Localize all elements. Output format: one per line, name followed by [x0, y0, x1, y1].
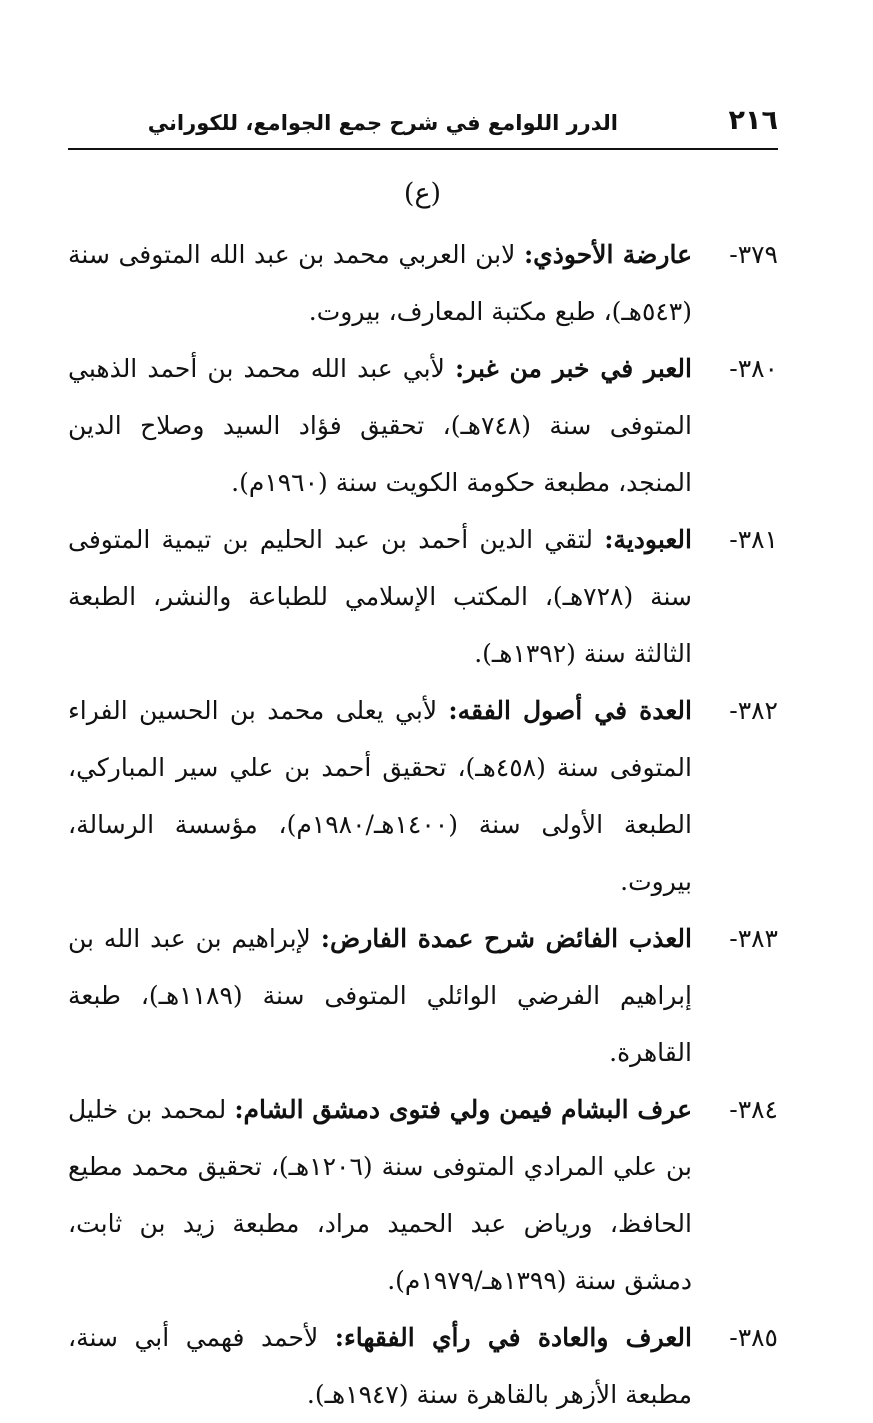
entry-title: العدة في أصول الفقه:: [448, 696, 692, 725]
entry-title: عرف البشام فيمن ولي فتوى دمشق الشام:: [234, 1095, 693, 1124]
bibliography-entry: [68, 910, 778, 1081]
entry-text: لإبراهيم بن عبد الله بن إبراهيم الفرضي الوائلي المتوفى سنة (١١٨٩هـ)، طبعة القاهرة.: [68, 924, 693, 1067]
bibliography-entry: [68, 1081, 778, 1309]
bibliography-entry: [68, 340, 778, 511]
entry-number: ٣٨٢-: [729, 696, 778, 725]
entry-number: ٣٨٤-: [729, 1095, 778, 1124]
section-heading: (ع): [403, 178, 442, 209]
header-divider: [68, 148, 778, 150]
entry-text: لأحمد فهمي أبي سنة، مطبعة الأزهر بالقاهرة سنة (١٩٤٧هـ).: [68, 1323, 692, 1409]
entry-text: لتقي الدين أحمد بن عبد الحليم بن تيمية المتوفى سنة (٧٢٨هـ)، المكتب الإسلامي للطباعة والنشر، الطبعة الثالثة سنة (١٣٩٢هـ).: [68, 525, 692, 668]
entry-number: ٣٨٥-: [729, 1323, 778, 1352]
entry-number: ٣٨٣-: [729, 924, 778, 953]
entry-title: عارضة الأحوذي:: [523, 240, 692, 269]
bibliography-entry: [68, 511, 778, 682]
entry-text: لابن العربي محمد بن عبد الله المتوفى سنة (٥٤٣هـ)، طبع مكتبة المعارف، بيروت.: [68, 240, 692, 326]
entry-title: العبودية:: [604, 525, 692, 554]
entry-text: لمحمد بن خليل بن علي المرادي المتوفى سنة (١٢٠٦هـ)، تحقيق محمد مطيع الحافظ، ورياض عبد الحميد مراد، مطبعة زيد بن ثابت، دمشق سنة (١٣٩٩هـ/١٩٧٩م).: [68, 1095, 692, 1295]
bibliography-entry: [68, 226, 778, 340]
entry-number: ٣٧٩-: [729, 240, 778, 269]
bibliography-entry: [68, 682, 778, 910]
entry-title: العذب الفائض شرح عمدة الفارض:: [320, 924, 692, 953]
bibliography-list: [68, 226, 778, 1423]
entry-number: ٣٨٠-: [729, 354, 778, 383]
bibliography-entry: [68, 1309, 778, 1423]
entry-text: لأبي عبد الله محمد بن أحمد الذهبي المتوفى سنة (٧٤٨هـ)، تحقيق فؤاد السيد وصلاح الدين المنجد، مطبعة حكومة الكويت سنة (١٩٦٠م).: [68, 354, 692, 497]
page-header: [68, 100, 778, 144]
entry-text: لأبي يعلى محمد بن الحسين الفراء المتوفى سنة (٤٥٨هـ)، تحقيق أحمد بن علي سير المباركي، الطبعة الأولى سنة (١٤٠٠هـ/١٩٨٠م)، مؤسسة الرسالة، بيروت.: [68, 696, 692, 896]
entry-title: العبر في خبر من غبر:: [454, 354, 692, 383]
running-title: الدرر اللوامع في شرح جمع الجوامع، للكوراني: [147, 111, 618, 135]
entry-title: العرف والعادة في رأي الفقهاء:: [334, 1323, 692, 1352]
page-number: ٢١٦: [728, 105, 778, 136]
entry-number: ٣٨١-: [729, 525, 778, 554]
